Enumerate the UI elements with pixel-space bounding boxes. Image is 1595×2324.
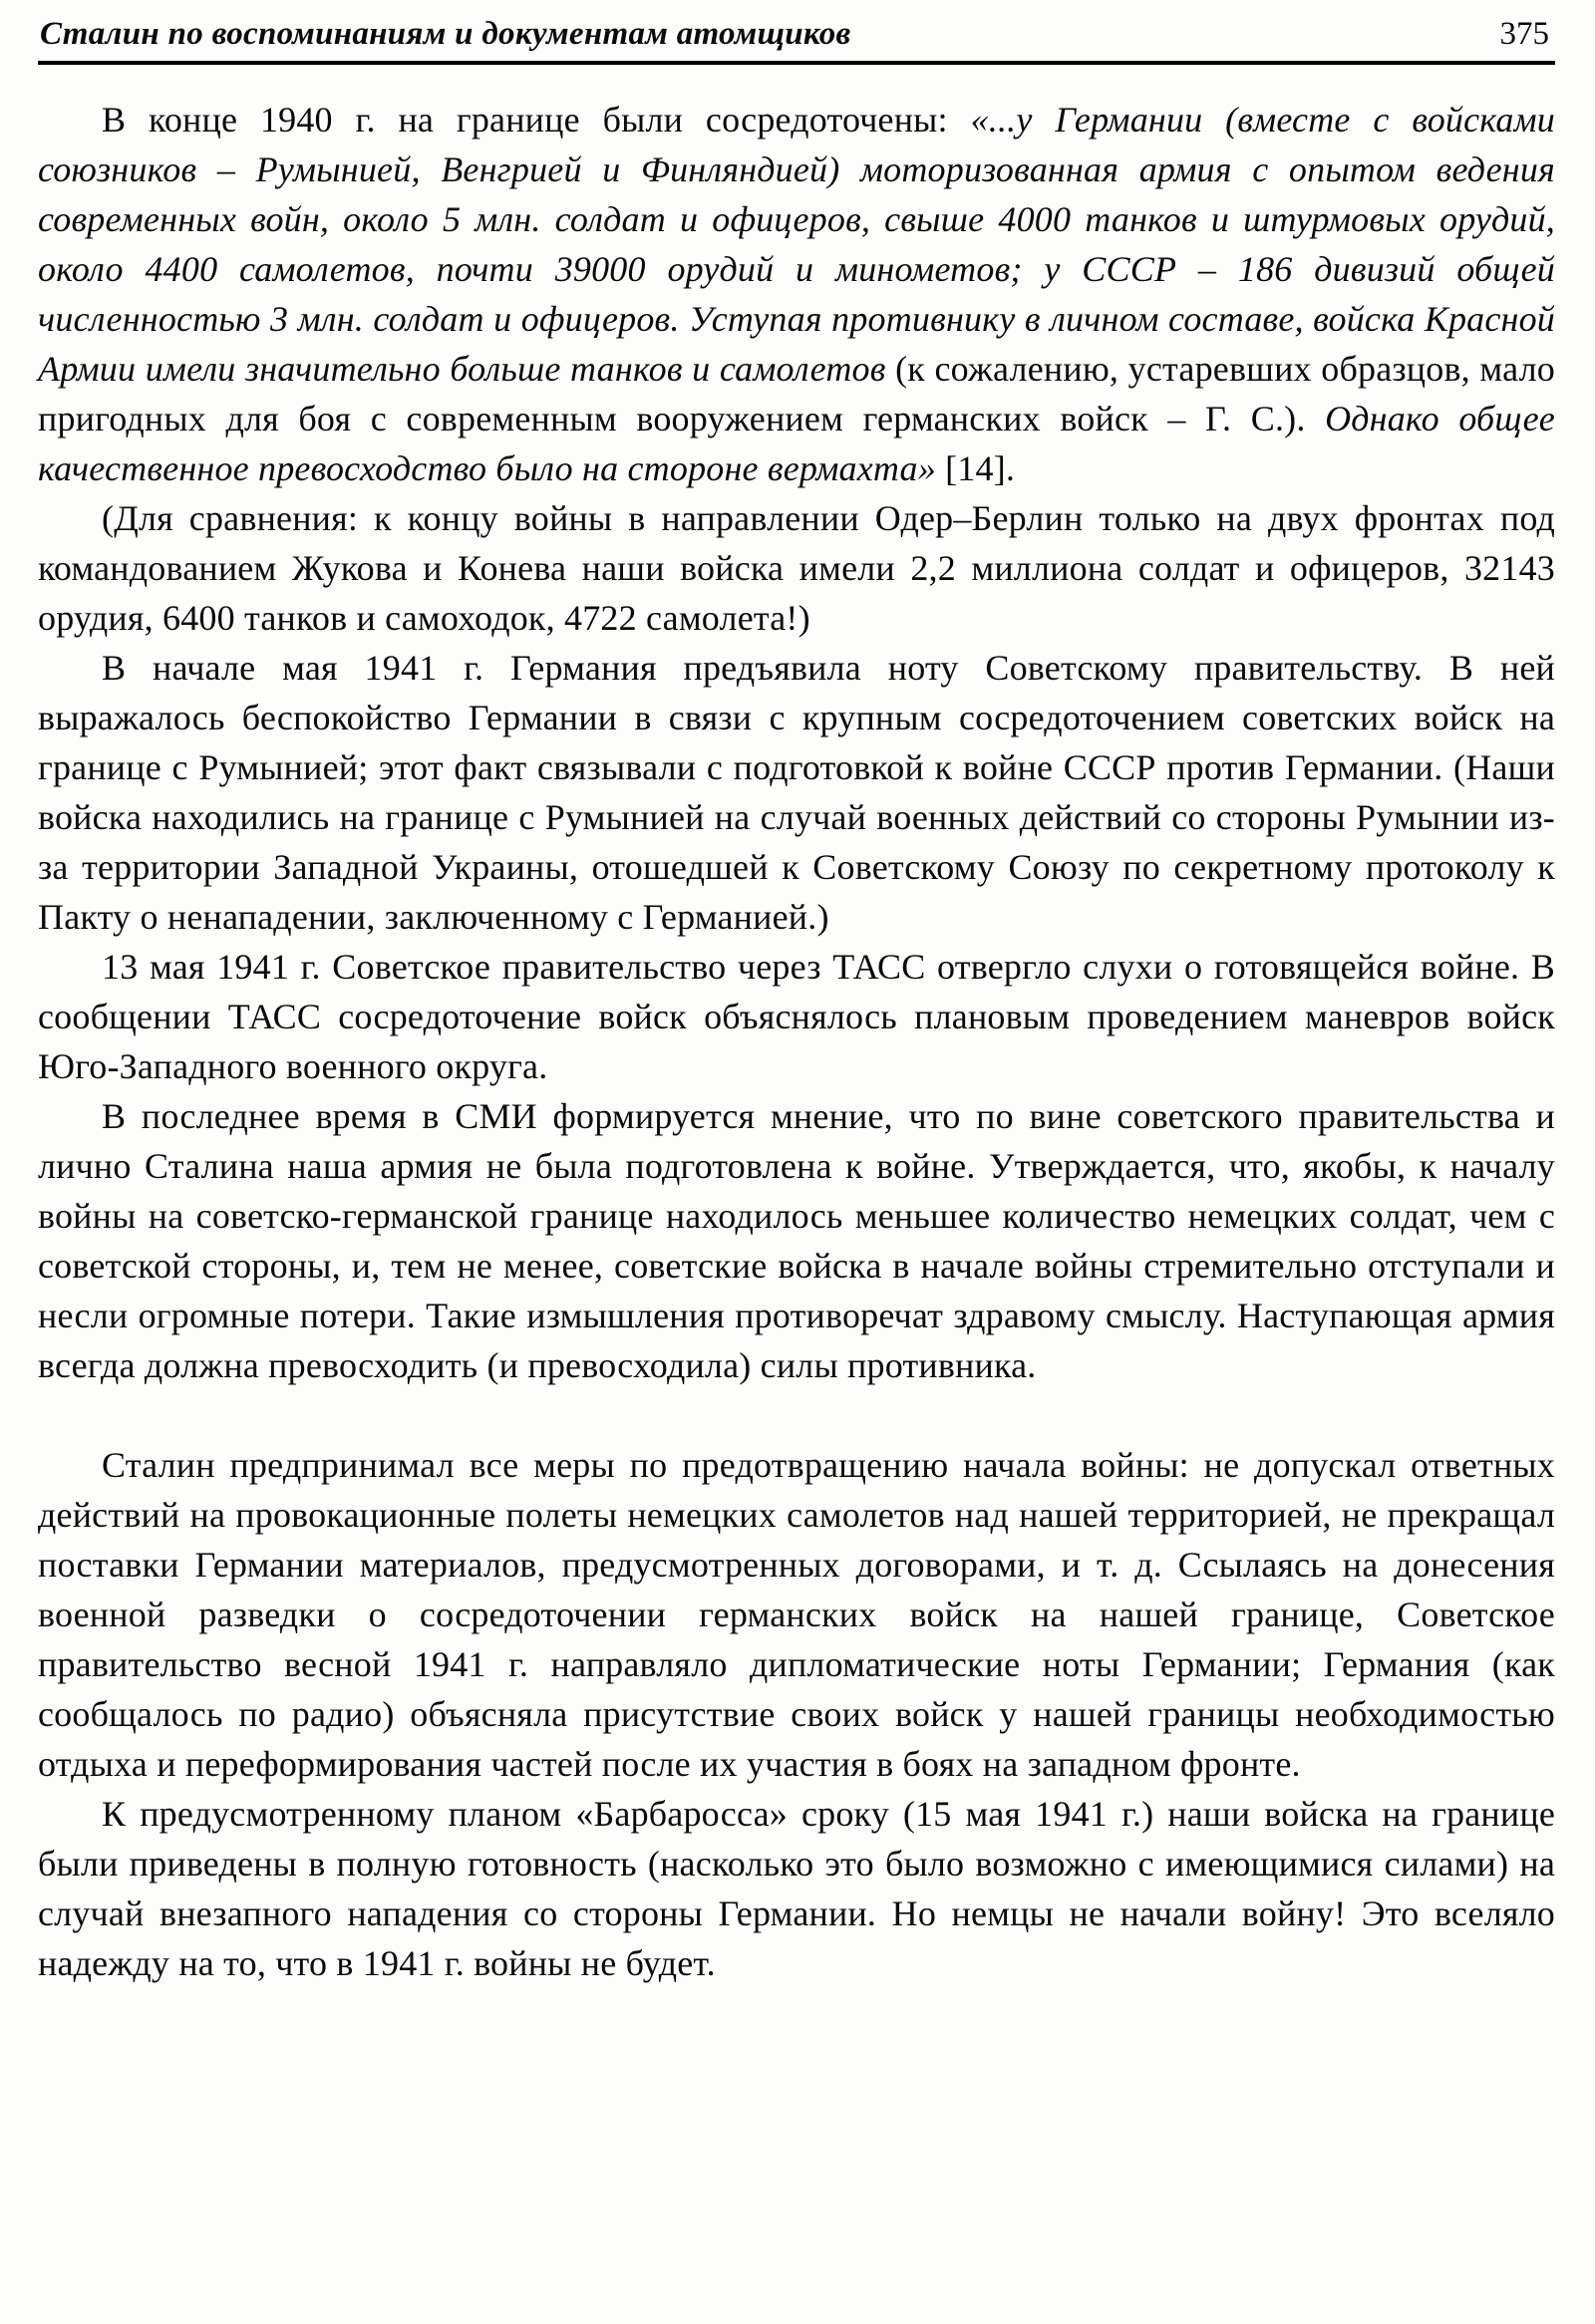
p1-quote-part-1: «...у Германии (вместе с войсками союзников – Румынией, Венгрией и Финляндией) моторизованная армия с опытом ведения современных войн, около 5 млн. солдат и офицеров, свыше 4000 танков и штурмовых орудий, около 4400 самолетов, почти 39000 орудий и минометов; у СССР – 186 дивизий общей численностью 3 млн. солдат и офицеров. Уступая противнику в личном составе, войска Красной Армии имели значительно больше танков и самолетов xyxy=(38,100,1555,389)
paragraph-3: В начале мая 1941 г. Германия предъявила ноту Советскому правительству. В ней выражалось беспокойство Германии в связи с крупным сосредоточением советских войск на границе с Румынией; этот факт связывали с подготовкой к войне СССР против Германии. (Наши войска находились на границе с Румынией на случай военных действий со стороны Румынии из-за территории Западной Украины, отошедшей к Советскому Союзу по секретному протоколу к Пакту о ненападении, заключенному с Германией.) xyxy=(38,648,1555,937)
page-number: 375 xyxy=(1499,16,1549,52)
p1-intro-text: В конце 1940 г. на границе были сосредоточены: xyxy=(102,100,971,140)
paragraph-7: К предусмотренному планом «Барбаросса» сроку (15 мая 1941 г.) наши войска на границе были приведены в полную готовность (насколько это было возможно с имеющимися силами) на случай внезапного нападения со стороны Германии. Но немцы не начали войну! Это вселяло надежду на то, что в 1941 г. войны не будет. xyxy=(38,1794,1555,1983)
paragraph-4: 13 мая 1941 г. Советское правительство через ТАСС отвергло слухи о готовящейся войне. В сообщении ТАСС сосредоточение войск объяснялось плановым проведением маневров войск Юго-Западного военного округа. xyxy=(38,947,1555,1086)
p1-author-aside: (к сожалению, устаревших образцов, мало пригодных для боя с современным вооружением германских войск – Г. С.). xyxy=(38,349,1555,438)
header-rule xyxy=(38,61,1555,65)
paragraph-6: Сталин предпринимал все меры по предотвращению начала войны: не допускал ответных действий на провокационные полеты немецких самолетов над нашей территорией, не прекращал поставки Германии материалов, предусмотренных договорами, и т. д. Ссылаясь на донесения военной разведки о сосредоточении германских войск на нашей границе, Советское правительство весной 1941 г. направляло дипломатические ноты Германии; Германия (как сообщалось по радио) объясняла присутствие своих войск у нашей границы необходимостью отдыха и переформирования частей после их участия в боях на западном фронте. xyxy=(38,1445,1555,1784)
running-head-title: Сталин по воспоминаниям и документам атомщиков xyxy=(40,16,851,52)
page-header xyxy=(38,16,1555,61)
p1-quote-part-2: Однако общее качественное превосходство было на стороне вермахта» xyxy=(38,399,1555,488)
page-body xyxy=(38,95,1555,1988)
paragraph-1 xyxy=(38,95,1555,493)
p1-citation-ref: [14]. xyxy=(935,448,1016,488)
paragraph-2: (Для сравнения: к концу войны в направлении Одер–Берлин только на двух фронтах под командованием Жукова и Конева наши войска имели 2,2 миллиона солдат и офицеров, 32143 орудия, 6400 танков и самоходок, 4722 самолета!) xyxy=(38,498,1555,638)
paragraph-5: В последнее время в СМИ формируется мнение, что по вине советского правительства и лично Сталина наша армия не была подготовлена к войне. Утверждается, что, якобы, к началу войны на советско-германской границе находилось меньшее количество немецких солдат, чем с советской стороны, и, тем не менее, советские войска в начале войны стремительно отступали и несли огромные потери. Такие измышления противоречат здравому смыслу. Наступающая армия всегда должна превосходить (и превосходила) силы противника. xyxy=(38,1096,1555,1385)
